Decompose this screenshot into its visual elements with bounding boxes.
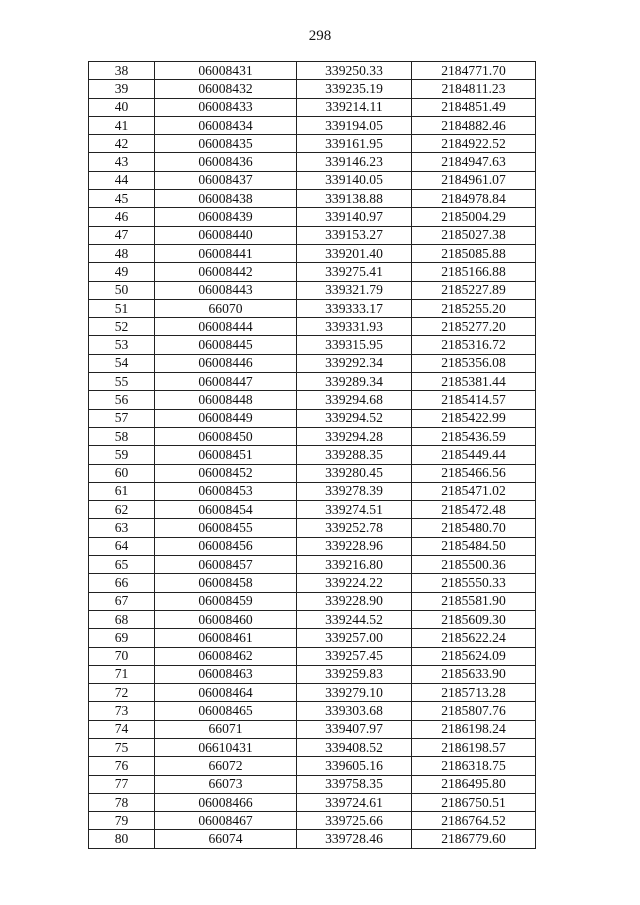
point-id-cell: 06008437 — [155, 171, 297, 189]
table-row — [89, 647, 536, 665]
x-coordinate-cell: 339294.28 — [297, 427, 412, 445]
x-coordinate-cell: 339408.52 — [297, 738, 412, 756]
x-coordinate-cell: 339333.17 — [297, 299, 412, 317]
table-row — [89, 702, 536, 720]
table-row — [89, 153, 536, 171]
point-number-cell: 44 — [89, 171, 155, 189]
point-number-cell: 67 — [89, 592, 155, 610]
point-number-cell: 75 — [89, 738, 155, 756]
table-row — [89, 391, 536, 409]
point-id-cell: 06610431 — [155, 738, 297, 756]
point-id-cell: 06008442 — [155, 263, 297, 281]
table-row — [89, 409, 536, 427]
x-coordinate-cell: 339146.23 — [297, 153, 412, 171]
y-coordinate-cell: 2186198.57 — [412, 738, 536, 756]
y-coordinate-cell: 2185414.57 — [412, 391, 536, 409]
table-row — [89, 135, 536, 153]
y-coordinate-cell: 2185004.29 — [412, 208, 536, 226]
point-id-cell: 66072 — [155, 757, 297, 775]
x-coordinate-cell: 339194.05 — [297, 116, 412, 134]
point-id-cell: 06008448 — [155, 391, 297, 409]
point-id-cell: 66070 — [155, 299, 297, 317]
point-id-cell: 06008452 — [155, 464, 297, 482]
point-id-cell: 66071 — [155, 720, 297, 738]
point-number-cell: 50 — [89, 281, 155, 299]
point-id-cell: 06008438 — [155, 190, 297, 208]
x-coordinate-cell: 339214.11 — [297, 98, 412, 116]
x-coordinate-cell: 339257.45 — [297, 647, 412, 665]
point-id-cell: 06008462 — [155, 647, 297, 665]
point-number-cell: 76 — [89, 757, 155, 775]
point-number-cell: 40 — [89, 98, 155, 116]
point-number-cell: 47 — [89, 226, 155, 244]
point-id-cell: 06008432 — [155, 80, 297, 98]
point-number-cell: 48 — [89, 244, 155, 262]
table-row — [89, 373, 536, 391]
x-coordinate-cell: 339275.41 — [297, 263, 412, 281]
x-coordinate-cell: 339278.39 — [297, 482, 412, 500]
point-number-cell: 57 — [89, 409, 155, 427]
y-coordinate-cell: 2184811.23 — [412, 80, 536, 98]
point-id-cell: 06008459 — [155, 592, 297, 610]
y-coordinate-cell: 2184851.49 — [412, 98, 536, 116]
y-coordinate-cell: 2186318.75 — [412, 757, 536, 775]
table-row — [89, 629, 536, 647]
point-number-cell: 52 — [89, 318, 155, 336]
point-number-cell: 56 — [89, 391, 155, 409]
x-coordinate-cell: 339235.19 — [297, 80, 412, 98]
table-row — [89, 537, 536, 555]
y-coordinate-cell: 2185227.89 — [412, 281, 536, 299]
point-number-cell: 68 — [89, 610, 155, 628]
y-coordinate-cell: 2185472.48 — [412, 501, 536, 519]
y-coordinate-cell: 2186764.52 — [412, 812, 536, 830]
table-row — [89, 775, 536, 793]
point-id-cell: 06008464 — [155, 684, 297, 702]
point-id-cell: 06008436 — [155, 153, 297, 171]
point-id-cell: 06008444 — [155, 318, 297, 336]
x-coordinate-cell: 339161.95 — [297, 135, 412, 153]
y-coordinate-cell: 2185255.20 — [412, 299, 536, 317]
point-number-cell: 72 — [89, 684, 155, 702]
coordinates-table-body — [89, 62, 536, 849]
point-number-cell: 77 — [89, 775, 155, 793]
table-row — [89, 684, 536, 702]
point-number-cell: 49 — [89, 263, 155, 281]
point-number-cell: 53 — [89, 336, 155, 354]
x-coordinate-cell: 339140.97 — [297, 208, 412, 226]
y-coordinate-cell: 2185480.70 — [412, 519, 536, 537]
page-number: 298 — [308, 28, 332, 44]
point-id-cell: 06008463 — [155, 665, 297, 683]
table-row — [89, 501, 536, 519]
table-row — [89, 171, 536, 189]
table-row — [89, 208, 536, 226]
y-coordinate-cell: 2184978.84 — [412, 190, 536, 208]
table-row — [89, 80, 536, 98]
point-number-cell: 79 — [89, 812, 155, 830]
table-row — [89, 318, 536, 336]
y-coordinate-cell: 2185807.76 — [412, 702, 536, 720]
y-coordinate-cell: 2186779.60 — [412, 830, 536, 848]
y-coordinate-cell: 2185633.90 — [412, 665, 536, 683]
point-number-cell: 70 — [89, 647, 155, 665]
point-id-cell: 06008445 — [155, 336, 297, 354]
point-number-cell: 39 — [89, 80, 155, 98]
table-row — [89, 720, 536, 738]
point-id-cell: 06008455 — [155, 519, 297, 537]
point-id-cell: 06008450 — [155, 427, 297, 445]
table-row — [89, 574, 536, 592]
x-coordinate-cell: 339321.79 — [297, 281, 412, 299]
x-coordinate-cell: 339244.52 — [297, 610, 412, 628]
y-coordinate-cell: 2185422.99 — [412, 409, 536, 427]
table-row — [89, 98, 536, 116]
point-number-cell: 43 — [89, 153, 155, 171]
point-id-cell: 06008460 — [155, 610, 297, 628]
point-id-cell: 06008434 — [155, 116, 297, 134]
point-id-cell: 06008458 — [155, 574, 297, 592]
y-coordinate-cell: 2185484.50 — [412, 537, 536, 555]
table-row — [89, 830, 536, 848]
point-number-cell: 65 — [89, 556, 155, 574]
y-coordinate-cell: 2184961.07 — [412, 171, 536, 189]
point-id-cell: 06008435 — [155, 135, 297, 153]
table-row — [89, 812, 536, 830]
point-id-cell: 06008439 — [155, 208, 297, 226]
table-row — [89, 464, 536, 482]
point-id-cell: 06008456 — [155, 537, 297, 555]
x-coordinate-cell: 339224.22 — [297, 574, 412, 592]
table-row — [89, 62, 536, 80]
point-id-cell: 06008446 — [155, 354, 297, 372]
y-coordinate-cell: 2186750.51 — [412, 793, 536, 811]
point-number-cell: 45 — [89, 190, 155, 208]
point-number-cell: 62 — [89, 501, 155, 519]
point-id-cell: 06008431 — [155, 62, 297, 80]
table-row — [89, 556, 536, 574]
x-coordinate-cell: 339138.88 — [297, 190, 412, 208]
point-id-cell: 66074 — [155, 830, 297, 848]
point-number-cell: 74 — [89, 720, 155, 738]
point-id-cell: 66073 — [155, 775, 297, 793]
point-number-cell: 66 — [89, 574, 155, 592]
x-coordinate-cell: 339407.97 — [297, 720, 412, 738]
x-coordinate-cell: 339216.80 — [297, 556, 412, 574]
table-row — [89, 519, 536, 537]
point-id-cell: 06008466 — [155, 793, 297, 811]
x-coordinate-cell: 339288.35 — [297, 446, 412, 464]
table-row — [89, 281, 536, 299]
point-id-cell: 06008449 — [155, 409, 297, 427]
y-coordinate-cell: 2184922.52 — [412, 135, 536, 153]
x-coordinate-cell: 339294.68 — [297, 391, 412, 409]
point-number-cell: 60 — [89, 464, 155, 482]
y-coordinate-cell: 2185356.08 — [412, 354, 536, 372]
table-row — [89, 665, 536, 683]
point-id-cell: 06008447 — [155, 373, 297, 391]
table-row — [89, 427, 536, 445]
y-coordinate-cell: 2184882.46 — [412, 116, 536, 134]
x-coordinate-cell: 339303.68 — [297, 702, 412, 720]
x-coordinate-cell: 339140.05 — [297, 171, 412, 189]
table-row — [89, 299, 536, 317]
point-id-cell: 06008451 — [155, 446, 297, 464]
point-id-cell: 06008440 — [155, 226, 297, 244]
point-id-cell: 06008441 — [155, 244, 297, 262]
point-number-cell: 73 — [89, 702, 155, 720]
point-number-cell: 51 — [89, 299, 155, 317]
point-number-cell: 54 — [89, 354, 155, 372]
y-coordinate-cell: 2184771.70 — [412, 62, 536, 80]
table-row — [89, 446, 536, 464]
table-row — [89, 757, 536, 775]
point-number-cell: 69 — [89, 629, 155, 647]
table-row — [89, 336, 536, 354]
point-number-cell: 61 — [89, 482, 155, 500]
y-coordinate-cell: 2185449.44 — [412, 446, 536, 464]
x-coordinate-cell: 339201.40 — [297, 244, 412, 262]
x-coordinate-cell: 339153.27 — [297, 226, 412, 244]
y-coordinate-cell: 2185277.20 — [412, 318, 536, 336]
x-coordinate-cell: 339315.95 — [297, 336, 412, 354]
y-coordinate-cell: 2185471.02 — [412, 482, 536, 500]
y-coordinate-cell: 2185166.88 — [412, 263, 536, 281]
point-id-cell: 06008453 — [155, 482, 297, 500]
point-id-cell: 06008465 — [155, 702, 297, 720]
table-row — [89, 610, 536, 628]
y-coordinate-cell: 2185624.09 — [412, 647, 536, 665]
point-id-cell: 06008457 — [155, 556, 297, 574]
y-coordinate-cell: 2186198.24 — [412, 720, 536, 738]
y-coordinate-cell: 2185622.24 — [412, 629, 536, 647]
x-coordinate-cell: 339280.45 — [297, 464, 412, 482]
x-coordinate-cell: 339331.93 — [297, 318, 412, 336]
point-id-cell: 06008433 — [155, 98, 297, 116]
x-coordinate-cell: 339724.61 — [297, 793, 412, 811]
coordinates-table — [88, 61, 536, 849]
x-coordinate-cell: 339228.96 — [297, 537, 412, 555]
point-number-cell: 46 — [89, 208, 155, 226]
point-number-cell: 78 — [89, 793, 155, 811]
y-coordinate-cell: 2184947.63 — [412, 153, 536, 171]
y-coordinate-cell: 2185436.59 — [412, 427, 536, 445]
x-coordinate-cell: 339289.34 — [297, 373, 412, 391]
x-coordinate-cell: 339257.00 — [297, 629, 412, 647]
point-id-cell: 06008461 — [155, 629, 297, 647]
y-coordinate-cell: 2185713.28 — [412, 684, 536, 702]
y-coordinate-cell: 2185609.30 — [412, 610, 536, 628]
x-coordinate-cell: 339725.66 — [297, 812, 412, 830]
table-row — [89, 226, 536, 244]
x-coordinate-cell: 339228.90 — [297, 592, 412, 610]
y-coordinate-cell: 2185316.72 — [412, 336, 536, 354]
y-coordinate-cell: 2185381.44 — [412, 373, 536, 391]
x-coordinate-cell: 339292.34 — [297, 354, 412, 372]
y-coordinate-cell: 2185500.36 — [412, 556, 536, 574]
x-coordinate-cell: 339259.83 — [297, 665, 412, 683]
table-row — [89, 793, 536, 811]
x-coordinate-cell: 339605.16 — [297, 757, 412, 775]
point-number-cell: 58 — [89, 427, 155, 445]
point-number-cell: 55 — [89, 373, 155, 391]
x-coordinate-cell: 339279.10 — [297, 684, 412, 702]
x-coordinate-cell: 339758.35 — [297, 775, 412, 793]
point-id-cell: 06008443 — [155, 281, 297, 299]
y-coordinate-cell: 2185085.88 — [412, 244, 536, 262]
y-coordinate-cell: 2185581.90 — [412, 592, 536, 610]
table-row — [89, 738, 536, 756]
y-coordinate-cell: 2185466.56 — [412, 464, 536, 482]
table-row — [89, 116, 536, 134]
point-number-cell: 64 — [89, 537, 155, 555]
table-row — [89, 263, 536, 281]
point-number-cell: 41 — [89, 116, 155, 134]
x-coordinate-cell: 339728.46 — [297, 830, 412, 848]
point-number-cell: 38 — [89, 62, 155, 80]
table-row — [89, 190, 536, 208]
y-coordinate-cell: 2186495.80 — [412, 775, 536, 793]
table-row — [89, 244, 536, 262]
table-row — [89, 592, 536, 610]
x-coordinate-cell: 339274.51 — [297, 501, 412, 519]
point-id-cell: 06008467 — [155, 812, 297, 830]
point-number-cell: 59 — [89, 446, 155, 464]
x-coordinate-cell: 339252.78 — [297, 519, 412, 537]
point-number-cell: 71 — [89, 665, 155, 683]
x-coordinate-cell: 339250.33 — [297, 62, 412, 80]
table-row — [89, 354, 536, 372]
x-coordinate-cell: 339294.52 — [297, 409, 412, 427]
point-number-cell: 80 — [89, 830, 155, 848]
y-coordinate-cell: 2185550.33 — [412, 574, 536, 592]
point-number-cell: 63 — [89, 519, 155, 537]
table-row — [89, 482, 536, 500]
point-number-cell: 42 — [89, 135, 155, 153]
y-coordinate-cell: 2185027.38 — [412, 226, 536, 244]
point-id-cell: 06008454 — [155, 501, 297, 519]
